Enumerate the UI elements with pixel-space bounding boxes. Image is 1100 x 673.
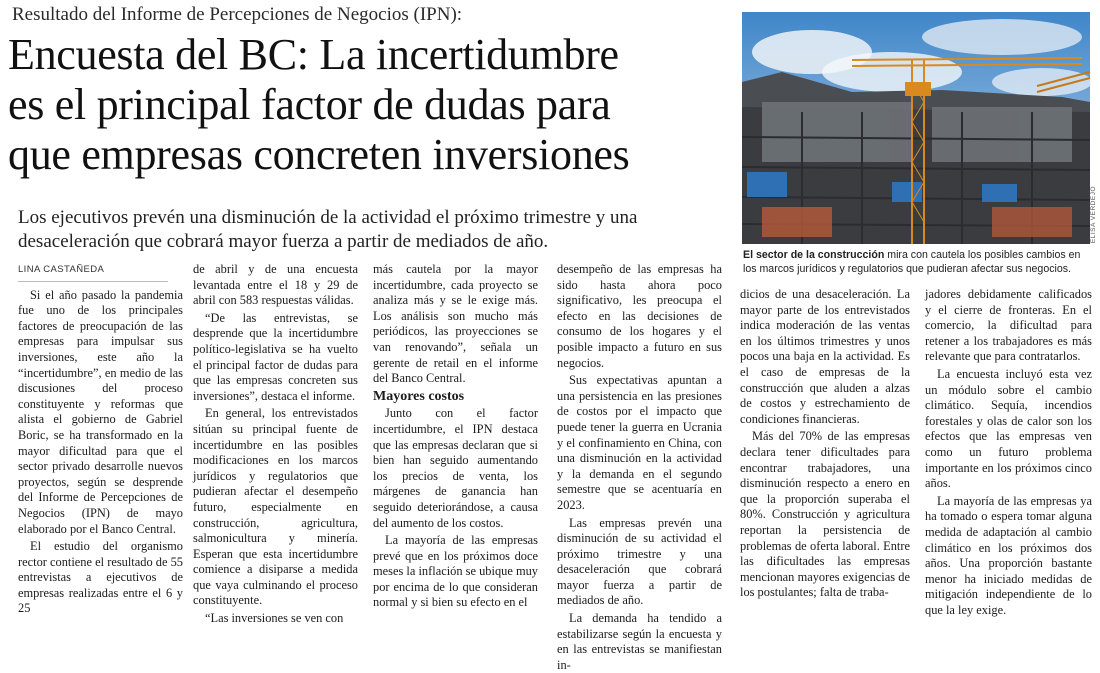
deck-line-1: Los ejecutivos prevén una disminución de la actividad el próximo trimestre y una	[18, 207, 638, 228]
body-paragraph: La mayoría de las empresas ya ha tomado o espera tomar alguna medida de adaptación al cambio climático en los próximos dos años. Una proporción bastante menor ha iniciado medidas de mitigación independiente de lo que la ley exige.	[925, 493, 1092, 617]
column-1	[18, 262, 183, 616]
body-paragraph: Las empresas prevén una disminución de su actividad el próximo trimestre y una desaceleración que cobrará mayor fuerza a partir de mediados de año.	[557, 515, 722, 608]
byline: LINA CASTAÑEDA	[18, 262, 168, 282]
body-paragraph: Sus expectativas apuntan a una persistencia en las presiones de costos por el impacto que puede tener la guerra en Ucrania y el confinamiento en China, con una disminución en la actividad y la demanda en el segundo semestre que se acentuaría en 2023.	[557, 373, 722, 512]
body-paragraph: de abril y de una encuesta levantada entre el 18 y 29 de abril con 583 respuestas válidas.	[193, 262, 358, 308]
photo-credit: ELISA VERDEJO	[1090, 186, 1097, 244]
kicker: Resultado del Informe de Percepciones de Negocios (IPN):	[12, 4, 463, 25]
column-2	[193, 262, 358, 626]
body-paragraph: Más del 70% de las empresas declara tener dificultades para encontrar trabajadores, una disminución respecto a enero en que la proporción superaba el 80%. Construcción y agricultura reportan la persistencia de problemas de oferta laboral. Entre las dificultades las empresas mencionan mayores exigencias de los postulantes; falta de traba-	[740, 429, 910, 600]
photo-caption	[743, 249, 1093, 276]
body-paragraph: La demanda ha tendido a estabilizarse según la encuesta y en las entrevistas se manifiestan in-	[557, 611, 722, 672]
body-paragraph: desempeño de las empresas ha sido hasta ahora poco significativo, les preocupa el efecto en las decisiones de consumo de los hogares y el posible impacto a futuro en sus negocios.	[557, 262, 722, 370]
body-paragraph: jadores debidamente calificados y el cierre de fronteras. En el comercio, la dificultad para retener a los trabajadores es más relevante que para contratarlos.	[925, 287, 1092, 364]
deck-line-2: desaceleración que cobrará mayor fuerza a partir de mediados de año.	[18, 231, 549, 252]
headline-line-3: que empresas concreten inversiones	[8, 130, 630, 179]
body-paragraph: El estudio del organismo rector contiene el resultado de 55 entrevistas a ejecutivos de empresas realizadas entre el 6 y 25	[18, 539, 183, 616]
body-paragraph: La mayoría de las empresas prevé que en los próximos doce meses la inflación se ubique muy por encima de lo que consideran normal y si bien su efecto en el	[373, 533, 538, 610]
column-6	[925, 287, 1092, 617]
body-paragraph: “Las inversiones se ven con	[205, 611, 344, 626]
headline-line-1: Encuesta del BC: La incertidumbre	[8, 30, 619, 79]
construction-photo	[742, 12, 1090, 244]
body-paragraph: más cautela por la mayor incertidumbre, cada proyecto se analiza más y se le exige más. Los análisis son mucho más periódicos, las proyecciones se van renovando”, señala un gerente de retail en el informe del Banco Central.	[373, 262, 538, 386]
caption-bold: El sector de la construcción	[743, 249, 885, 261]
body-paragraph: La encuesta incluyó esta vez un módulo sobre el cambio climático. Sequía, incendios forestales y olas de calor son los efectos que las empresas ven como un futuro problema importante en los próximos cinco años.	[925, 366, 1092, 491]
column-3	[373, 262, 538, 610]
headline-line-2: es el principal factor de dudas para	[8, 80, 611, 129]
subhead: Mayores costos	[373, 388, 465, 404]
body-paragraph: Si el año pasado la pandemia fue uno de los principales factores de preocupación de las empresas para impulsar sus inversiones, este año la “incertidumbre”, en medio de las discusiones del proceso constituyente y reformas que alista el gobierno de Gabriel Boric, se ha transformado en la mayor dificultad para que el sector privado desarrolle nuevos proyectos, según se desprende del Informe de Percepciones de Negocios (IPN) de mayo elaborado por el Banco Central.	[18, 287, 183, 536]
body-paragraph: En general, los entrevistados sitúan su principal fuente de incertidumbre en las posibles modificaciones en los marcos jurídicos y regulatorios que pudieran afectar el desempeño futuro, especialmente en construcción, agricultura, salmonicultura y minería. Esperan que esta incertidumbre comience a disiparse a medida que vaya culminando el proceso constituyente.	[193, 406, 358, 608]
body-paragraph: Junto con el factor incertidumbre, el IPN destaca que las empresas declaran que si bien han seguido aumentando los precios de venta, los márgenes de ganancia han seguido deteriorándose, a causa del aumento de los costos.	[373, 406, 538, 530]
body-paragraph: dicios de una desaceleración. La mayor parte de los entrevistados indica moderación de las ventas en los últimos trimestres y unos pocos una baja en la actividad. Es el caso de empresas de la construcción que aluden a alzas de costos y estrechamiento de condiciones financieras.	[740, 287, 910, 426]
headline	[8, 30, 728, 180]
column-5	[740, 287, 910, 600]
body-paragraph: “De las entrevistas, se desprende que la incertidumbre político-legislativa se ha vuelto el principal factor de dudas para que las empresas concreten sus inversiones”, destaca el informe.	[193, 310, 358, 403]
deck	[18, 206, 730, 254]
caption-text: mira con cautela los posibles cambios en los marcos jurídicos y regulatorios que pudieran afectar sus negocios.	[743, 249, 1081, 275]
column-4	[557, 262, 722, 672]
